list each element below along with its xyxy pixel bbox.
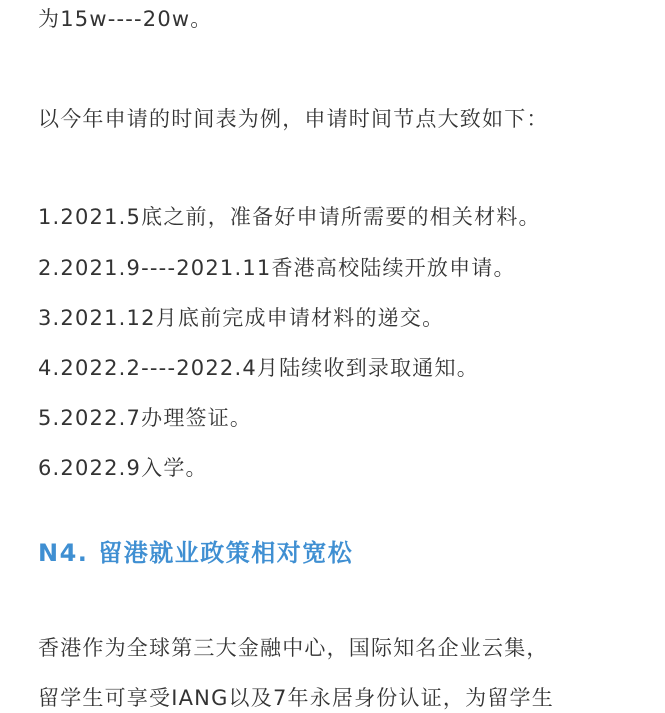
body-line: 留学生可享受IANG以及7年永居身份认证，为留学生 (38, 686, 554, 710)
body-line: 香港作为全球第三大金融中心，国际知名企业云集， (38, 636, 549, 660)
timeline-item: 5.2022.7办理签证。 (38, 406, 253, 430)
timeline-item: 1.2021.5底之前，准备好申请所需要的相关材料。 (38, 205, 541, 229)
intro-tail-text: 为15w----20w。 (38, 7, 213, 31)
timeline-intro-text: 以今年申请的时间表为例，申请时间节点大致如下： (38, 107, 549, 131)
timeline-item: 6.2022.9入学。 (38, 456, 208, 480)
timeline-item: 4.2022.2----2022.4月陆续收到录取通知。 (38, 356, 479, 380)
timeline-item: 2.2021.9----2021.11香港高校陆续开放申请。 (38, 256, 516, 280)
section-heading: N4. 留港就业政策相对宽松 (38, 539, 354, 567)
timeline-item: 3.2021.12月底前完成申请材料的递交。 (38, 306, 445, 330)
